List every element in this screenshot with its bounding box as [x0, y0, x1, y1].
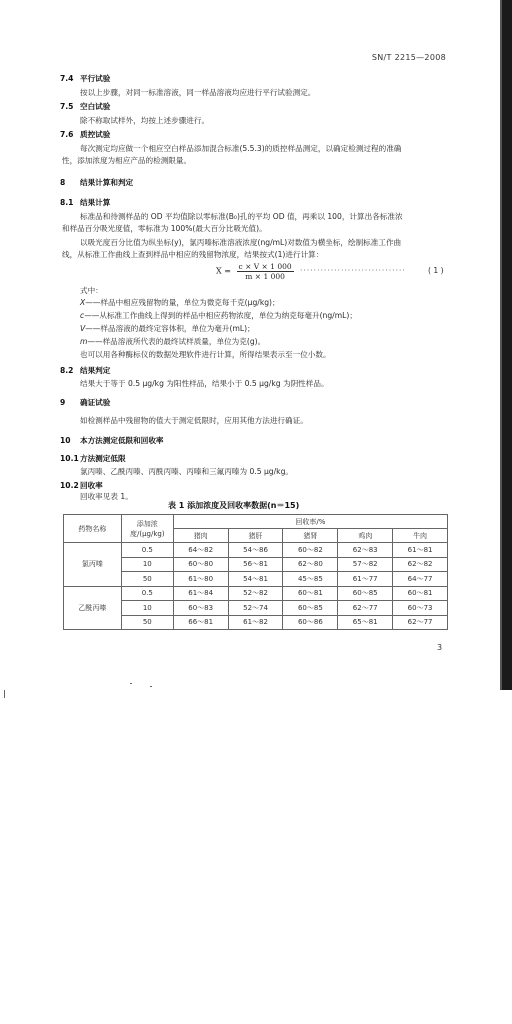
value-cell: 61～77 — [338, 572, 393, 587]
value-cell: 62～82 — [393, 557, 448, 572]
table-title: 表 1 添加浓度及回收率数据(n＝15) — [168, 501, 300, 510]
value-cell: 64～77 — [393, 572, 448, 587]
formula-1: X = $\frac{c \times V \times 1 000}{m \times 1 000}$ — [216, 262, 292, 281]
col-header-recovery: 回收率/% — [173, 515, 447, 529]
section-10-1-body: 氯丙嗪、乙酰丙嗪、丙酰丙嗪、丙嗪和三氟丙嗪为 0.5 μg/kg。 — [80, 467, 293, 476]
section-7-6-heading: 7.6 质控试验 — [60, 130, 111, 139]
where-item-v: V——样品溶液的最终定容体积，单位为毫升(mL)； — [80, 324, 255, 333]
col-header-drug: 药物名称 — [64, 515, 122, 543]
value-cell: 61～81 — [393, 543, 448, 558]
value-cell: 57～82 — [338, 557, 393, 572]
value-cell: 52～82 — [228, 586, 283, 601]
value-cell: 64～82 — [173, 543, 228, 558]
drug-name-cell: 乙酰丙嗪 — [64, 586, 122, 630]
conc-cell: 0.5 — [121, 543, 173, 558]
value-cell: 60～85 — [283, 601, 338, 616]
formula-numerator: c × V × 1 000 — [238, 262, 292, 271]
formula-denominator: m × 1 000 — [245, 272, 285, 281]
value-cell: 52～74 — [228, 601, 283, 616]
table-row — [64, 601, 448, 616]
col-header-matrix: 牛肉 — [393, 529, 448, 543]
value-cell: 54～86 — [228, 543, 283, 558]
value-cell: 45～85 — [283, 572, 338, 587]
value-cell: 60～85 — [338, 586, 393, 601]
where-label: 式中： — [80, 286, 103, 295]
conc-cell: 0.5 — [121, 586, 173, 601]
scan-edge-shadow — [502, 0, 512, 690]
section-7-6-body-line1: 每次测定均应做一个相应空白样品添加混合标准(5.5.3)的质控样品测定，以确定检测过程的准确 — [80, 144, 402, 153]
scan-artifact — [150, 686, 152, 687]
table-row — [64, 615, 448, 630]
section-10-heading: 10 本方法测定低限和回收率 — [60, 436, 164, 445]
value-cell: 65～81 — [338, 615, 393, 630]
table-row — [64, 543, 448, 558]
where-item-m: m——样品溶液所代表的最终试样质量，单位为克(g)。 — [80, 337, 266, 346]
section-7-4-body: 按以上步骤，对同一标准溶液，同一样品溶液均应进行平行试验测定。 — [80, 88, 316, 97]
col-header-conc: 添加浓度/(μg/kg) — [121, 515, 173, 543]
section-8-2-heading: 8.2 结果判定 — [60, 366, 111, 375]
col-header-matrix: 猪肉 — [173, 529, 228, 543]
where-item-c: c——从标准工作曲线上得到的样品中相应药物浓度，单位为纳克每毫升(ng/mL)； — [80, 311, 357, 320]
formula-leader-dots: ······························· — [300, 266, 406, 275]
value-cell: 60～73 — [393, 601, 448, 616]
value-cell: 60～86 — [283, 615, 338, 630]
section-7-4-heading: 7.4 平行试验 — [60, 74, 111, 83]
formula-number: ( 1 ) — [428, 266, 444, 275]
section-10-2-heading: 10.2回收率 — [60, 481, 103, 490]
col-header-matrix: 鸡肉 — [338, 529, 393, 543]
drug-name-cell: 氯丙嗪 — [64, 543, 122, 587]
section-9-body: 如检测样品中残留物的值大于测定低限时，应用其他方法进行确证。 — [80, 416, 308, 425]
section-7-5-heading: 7.5 空白试验 — [60, 102, 111, 111]
table-row — [64, 557, 448, 572]
value-cell: 60～83 — [173, 601, 228, 616]
recovery-table — [63, 514, 448, 630]
col-header-matrix: 猪肾 — [283, 529, 338, 543]
section-7-6-body-line2: 性，添加浓度为相应产品的检测限量。 — [62, 156, 192, 165]
table-row — [64, 572, 448, 587]
page-number: 3 — [437, 643, 443, 652]
section-9-heading: 9 确证试验 — [60, 398, 111, 407]
scan-artifact — [130, 683, 132, 684]
value-cell: 60～80 — [173, 557, 228, 572]
section-8-1-p1-line1: 标准品和待测样品的 OD 平均值除以零标准(B₀)孔的平均 OD 值，再乘以 100，计算出各标准浓 — [80, 212, 403, 221]
conc-cell: 10 — [121, 601, 173, 616]
conc-cell: 50 — [121, 572, 173, 587]
value-cell: 66～81 — [173, 615, 228, 630]
scan-artifact — [4, 690, 5, 698]
value-cell: 56～81 — [228, 557, 283, 572]
value-cell: 60～82 — [283, 543, 338, 558]
value-cell: 62～80 — [283, 557, 338, 572]
value-cell: 60～81 — [283, 586, 338, 601]
section-7-5-body: 除不称取试样外，均按上述步骤进行。 — [80, 116, 210, 125]
table-row — [64, 586, 448, 601]
section-10-2-body: 回收率见表 1。 — [80, 492, 133, 501]
value-cell: 61～80 — [173, 572, 228, 587]
value-cell: 62～77 — [338, 601, 393, 616]
col-header-matrix: 猪肝 — [228, 529, 283, 543]
section-8-2-body: 结果大于等于 0.5 μg/kg 为阳性样品，结果小于 0.5 μg/kg 为阴性样品。 — [80, 379, 329, 388]
conc-cell: 10 — [121, 557, 173, 572]
section-8-heading: 8 结果计算和判定 — [60, 178, 134, 187]
value-cell: 61～82 — [228, 615, 283, 630]
document-id: SN/T 2215—2008 — [371, 53, 446, 62]
conc-cell: 50 — [121, 615, 173, 630]
section-8-1-p2-line1: 以吸光度百分比值为纵坐标(y)，氯丙嗪标准溶液浓度(ng/mL)对数值为横坐标，绘制标准工作曲 — [80, 238, 402, 247]
section-8-1-p2-line2: 线，从标准工作曲线上查到样品中相应的残留物浓度，结果按式(1)进行计算： — [62, 250, 324, 259]
section-8-1-p1-line2: 和样品百分吸光度值，零标准为 100%(最大百分比吸光值)。 — [62, 224, 267, 233]
value-cell: 54～81 — [228, 572, 283, 587]
value-cell: 62～77 — [393, 615, 448, 630]
value-cell: 62～83 — [338, 543, 393, 558]
value-cell: 60～81 — [393, 586, 448, 601]
section-8-1-note: 也可以用各种酶标仪的数据处理软件进行计算，所得结果表示至一位小数。 — [80, 350, 331, 359]
section-10-1-heading: 10.1方法测定低限 — [60, 454, 126, 463]
section-8-1-heading: 8.1 结果计算 — [60, 198, 111, 207]
where-item-x: X——样品中相应残留物的量，单位为微克每千克(μg/kg)； — [80, 298, 280, 307]
value-cell: 61～84 — [173, 586, 228, 601]
